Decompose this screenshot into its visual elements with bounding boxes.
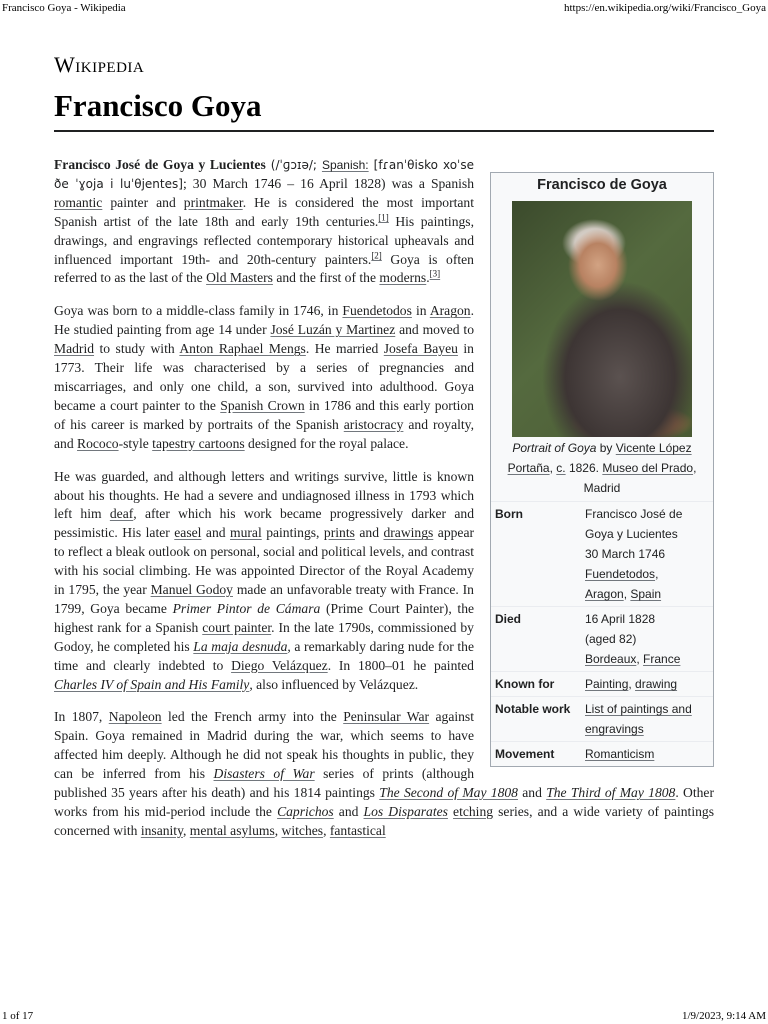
link-anton-mengs[interactable]: Anton Raphael Mengs (179, 341, 306, 357)
text-run: appear to reflect a bleak outlook on personal, social and political levels, and contrast with his social climbing. He was appointed Director of the Royal Academy in 1795, the year (54, 525, 475, 598)
primer-pintor-title: Primer Pintor de Cámara (172, 600, 321, 616)
text-run: made an unfavorable treaty with France. In 1799, Goya became (54, 582, 474, 616)
text-run: ; 30 March 1746 – 16 April 1828) was a Spanish (182, 175, 474, 191)
text-run: against Spain. Goya remained in Madrid during the war, which seems to have affected him deeply. Although he did not speak his thoughts in public, they can be inferred from his (54, 709, 475, 782)
link-romanticism[interactable]: Romanticism (585, 747, 655, 761)
died-date: 16 April 1828 (585, 612, 656, 626)
link-printmaker[interactable]: printmaker (183, 194, 243, 210)
link-los-disparates[interactable]: Los Disparates (363, 804, 448, 819)
text-run: and (517, 785, 547, 801)
infobox-row-born (491, 501, 713, 606)
text-run: led the French army into the (161, 709, 344, 725)
link-court-painter[interactable]: court painter (202, 619, 272, 635)
text-run: Goya is often referred to as the last of the (54, 251, 474, 286)
infobox-value (585, 504, 709, 604)
link-france[interactable]: France (643, 652, 681, 666)
text-run: and (354, 525, 384, 541)
text-run: . (426, 270, 430, 286)
link-spanish-language[interactable]: Spanish: (321, 158, 369, 172)
infobox-row-known-for (491, 671, 713, 696)
died-place (585, 649, 709, 669)
print-header-url: https://en.wikipedia.org/wiki/Francisco_Goya (563, 2, 766, 14)
born-name: Francisco José de Goya y Lucientes (585, 507, 683, 541)
link-witches[interactable]: witches (281, 822, 324, 838)
died-age: (aged 82) (585, 632, 637, 646)
caption-text: by (596, 441, 616, 455)
died-sep: , (636, 652, 644, 666)
link-disasters-of-war[interactable]: Disasters of War (213, 766, 315, 782)
print-footer (0, 1008, 768, 1024)
link-easel[interactable]: easel (174, 525, 202, 541)
text-run: , (183, 822, 190, 838)
text-run: paintings, (261, 525, 324, 541)
text-run: series, and a wide variety of paintings concerned with (54, 804, 714, 838)
link-second-of-may[interactable]: The Second of May 1808 (379, 785, 518, 801)
link-circa[interactable]: c. (556, 461, 566, 475)
text-run: painter and (102, 194, 184, 210)
link-aragon[interactable]: Aragon (585, 587, 624, 601)
text-run: in 1773. Their life was characterised by a series of pregnancies and miscarriages, and only one child, a son, survived into adulthood. Goya became a court painter to the (54, 341, 474, 413)
print-timestamp: 1/9/2023, 9:14 AM (681, 1010, 766, 1022)
link-mural[interactable]: mural (230, 525, 262, 541)
print-header-title: Francisco Goya - Wikipedia (2, 2, 126, 14)
link-museo-del-prado[interactable]: Museo del Prado (602, 461, 694, 475)
infobox-label: Died (495, 612, 522, 626)
infobox-row-notable-work (491, 696, 713, 741)
page-counter: 1 of 17 (2, 1010, 34, 1022)
text-run: . He is considered the most important Spanish artist of the late 18th and early 19th centuries. (54, 194, 474, 229)
link-spain[interactable]: Spain (630, 587, 662, 601)
subject-name: Francisco José de Goya y Lucientes (54, 157, 266, 172)
text-run: and moved to (395, 322, 474, 338)
infobox-label: Notable work (495, 702, 571, 716)
link-aristocracy[interactable]: aristocracy (343, 416, 404, 432)
reference-3[interactable]: [3] (429, 268, 441, 279)
link-aragon[interactable]: Aragon (429, 303, 471, 319)
text-run: . In the late 1790s, commissioned by Godoy, he completed his (54, 619, 474, 654)
link-vicente-lopez[interactable]: Vicente López Portaña (507, 441, 692, 475)
link-charles-iv-family[interactable]: Charles IV of Spain and His Family (54, 676, 250, 692)
text-run: . In 1800–01 he painted (327, 657, 474, 673)
link-mental-asylums[interactable]: mental asylums (189, 822, 275, 838)
link-drawing[interactable]: drawing (635, 677, 678, 691)
infobox-value (585, 674, 709, 694)
link-rococo[interactable]: Rococo (77, 435, 119, 451)
infobox-value (585, 744, 709, 764)
caption-text: , (549, 461, 557, 475)
link-tapestry-cartoons[interactable]: tapestry cartoons (152, 435, 245, 451)
infobox-row-movement (491, 741, 713, 766)
link-painting[interactable]: Painting (585, 677, 629, 691)
caption-work: Portrait of Goya (512, 441, 597, 455)
article-body (54, 156, 714, 996)
link-manuel-godoy[interactable]: Manuel Godoy (150, 582, 233, 598)
caption-text: , Madrid (583, 461, 697, 495)
text-run: . Other works from his mid-period include the (54, 785, 714, 819)
link-insanity[interactable]: insanity (140, 822, 183, 838)
born-sep: , (623, 587, 631, 601)
link-third-of-may[interactable]: The Third of May 1808 (546, 785, 676, 801)
text-run: -style (118, 435, 153, 451)
text-run: In 1807, (54, 709, 109, 725)
text-run: , (323, 822, 330, 838)
text-run: Goya was born to a middle-class family in 1746, in (54, 303, 343, 319)
link-la-maja-desnuda[interactable]: La maja desnuda (193, 638, 288, 654)
link-caprichos[interactable]: Caprichos (277, 804, 334, 819)
link-josefa-bayeu[interactable]: Josefa Bayeu (383, 341, 458, 357)
link-napoleon[interactable]: Napoleon (108, 709, 162, 725)
link-fuendetodos[interactable]: Fuendetodos (342, 303, 412, 319)
text-run: , also influenced by Velázquez. (249, 676, 419, 692)
text-run: in (411, 303, 430, 319)
link-madrid[interactable]: Madrid (54, 341, 95, 357)
print-header (0, 0, 768, 16)
link-peninsular-war[interactable]: Peninsular War (343, 709, 430, 725)
page-title: Francisco Goya (54, 88, 714, 132)
link-spanish-crown[interactable]: Spanish Crown (220, 397, 305, 413)
link-prints[interactable]: prints (323, 525, 355, 541)
text-run: His paintings, drawings, and engravings reflected contemporary historical upheavals and influenced important 19th- and 20th-century painters. (54, 213, 474, 267)
infobox-value (585, 609, 709, 669)
link-moderns[interactable]: moderns (379, 270, 427, 286)
link-deaf[interactable]: deaf (109, 506, 134, 522)
infobox-caption (491, 437, 713, 501)
link-fuendetodos[interactable]: Fuendetodos (585, 567, 656, 581)
infobox (490, 172, 714, 767)
link-fantastical[interactable]: fantastical (329, 822, 386, 838)
born-date: 30 March 1746 (585, 547, 666, 561)
pronunciation: (/ˈɡɔɪə/; (265, 158, 322, 172)
link-etching[interactable]: etching (453, 804, 494, 819)
text-run: in 1786 and this early portion of his career is marked by portraits of the Spanish (54, 397, 474, 432)
text-run: to study with (94, 341, 180, 357)
text-run: . He studied painting from age 14 under (54, 303, 474, 338)
text-run: and the first of the (272, 270, 380, 286)
text-run: and royalty, and (54, 416, 474, 451)
caption-text: 1826. (565, 461, 603, 475)
reference-2[interactable]: [2] (371, 250, 382, 260)
link-bordeaux[interactable]: Bordeaux (585, 652, 637, 666)
link-jose-luzan[interactable]: José Luzán y Martinez (270, 322, 396, 338)
infobox-row-died (491, 606, 713, 671)
link-list-of-paintings[interactable]: List of paintings and engravings (585, 702, 692, 736)
spanish-ipa: [fɾanˈθisko xoˈse ðe ˈɣoja i luˈθjentes] (54, 158, 474, 191)
infobox-label: Born (495, 507, 523, 521)
text-run: , after which his work became progressively darker and pessimistic. His later (54, 506, 475, 541)
link-romantic[interactable]: romantic (54, 194, 103, 210)
infobox-label: Movement (495, 747, 555, 761)
text-run: series of prints (although published 35 years after his death) and his 1814 paintings (54, 766, 474, 801)
link-diego-velazquez[interactable]: Diego Velázquez (231, 657, 328, 673)
text-run: designed for the royal palace. (244, 435, 409, 451)
text-run: He was guarded, and although letters and writings survive, little is known about his thoughts. He had a severe and undiagnosed illness in 1793 which left him (54, 468, 474, 522)
portrait-image[interactable] (512, 201, 692, 437)
text-run: , a remarkably daring nude for the time and clearly indebted to (54, 638, 475, 673)
infobox-title: Francisco de Goya (537, 177, 667, 193)
link-drawings[interactable]: drawings (383, 525, 434, 541)
text-run: . He married (305, 341, 384, 357)
text-run: , (274, 822, 282, 838)
text-run: and (333, 804, 364, 819)
known-sep: , (628, 677, 636, 691)
reference-1[interactable]: [1] (378, 212, 389, 223)
infobox-label: Known for (495, 677, 555, 691)
link-old-masters[interactable]: Old Masters (206, 270, 273, 286)
born-place (585, 564, 709, 604)
infobox-value (585, 699, 709, 739)
text-run: and (201, 525, 231, 541)
text-run: (Prime Court Painter), the highest rank for a Spanish (54, 600, 475, 635)
born-sep: , (655, 567, 659, 581)
wikipedia-logo: Wikipedia (54, 52, 145, 77)
